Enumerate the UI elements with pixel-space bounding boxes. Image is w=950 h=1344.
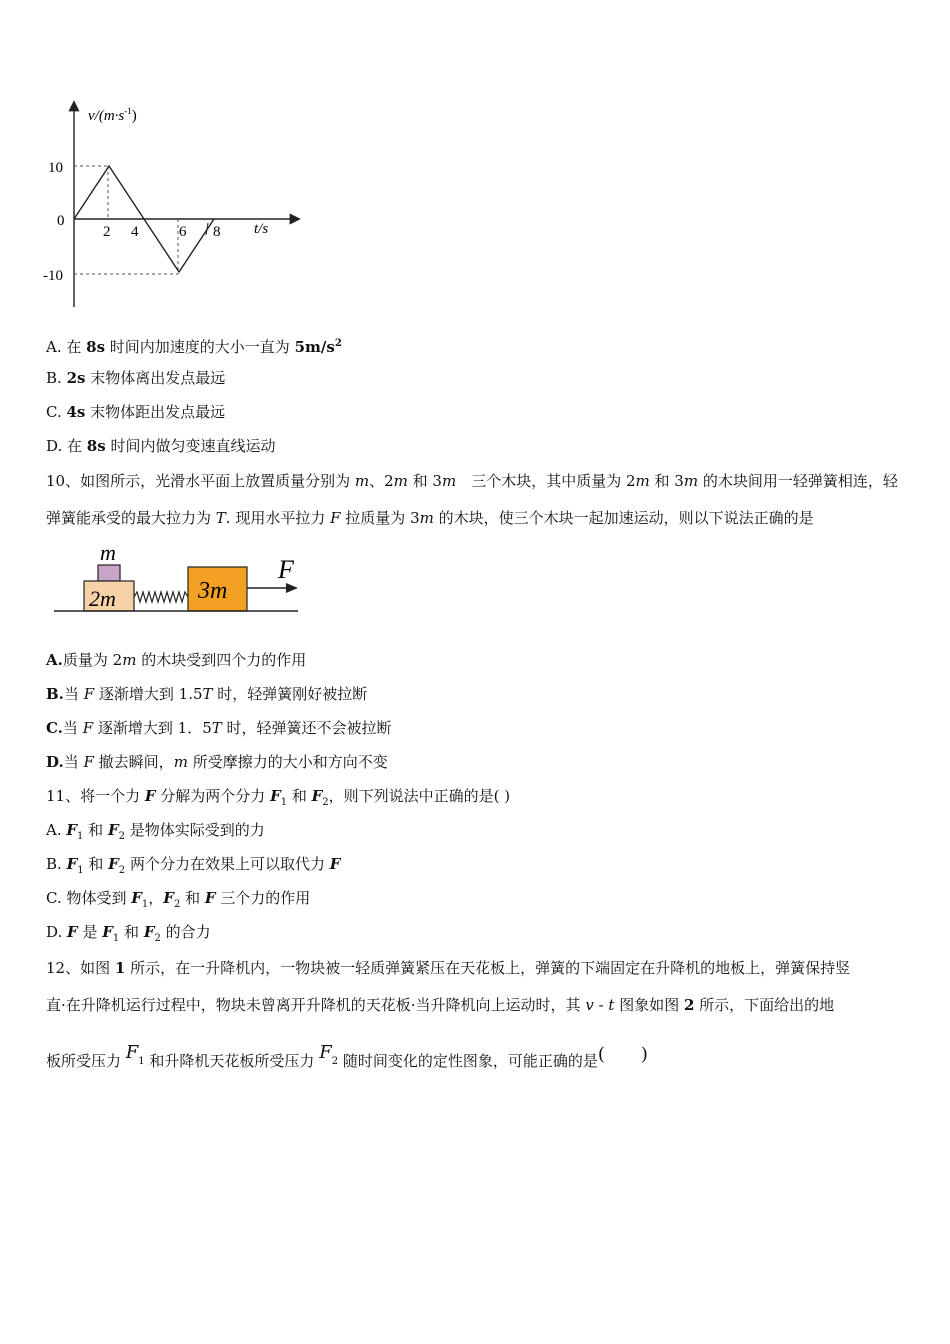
label-m: m: [100, 540, 116, 565]
option-11a: A. $F_1$ 和 $F_2$ 是物体实际受到的力: [46, 821, 265, 842]
x-tick-label: 2: [103, 224, 111, 240]
y-tick-label: 0: [57, 213, 65, 229]
option-11d: D. F 是 $F_1$ 和 $F_2$ 的合力: [46, 923, 211, 944]
option-11c: C. 物体受到 $F_1$，$F_2$ 和 F 三个力的作用: [46, 889, 311, 910]
question-11-stem: 11、将一个力 F 分解为两个分力 $F_1$ 和 $F_2$，则下列说法中正确的是( ): [46, 787, 511, 808]
label-2m: 2m: [89, 586, 116, 611]
option-10a: A.质量为 2m 的木块受到四个力的作用: [46, 651, 307, 669]
y-tick-label: -10: [43, 268, 63, 284]
x-tick-label: 4: [131, 224, 139, 240]
question-10-stem-line2: 弹簧能承受的最大拉力为 T. 现用水平拉力 F 拉质量为 3m 的木块，使三个木块一起加速运动，则以下说法正确的是: [46, 509, 814, 527]
question-12-stem: 12、如图 1 所示，在一升降机内，一物块被一轻质弹簧紧压在天花板上，弹簧的下端固定在升降机的地板上，弹簧保持竖: [46, 959, 851, 977]
question-10-stem: 10、如图所示，光滑水平面上放置质量分别为 m、2m 和 3m 三个木块，其中质量为 2m 和 3m 的木块间用一轻弹簧相连，轻: [46, 472, 898, 490]
option-9d: D. 在 8s 时间内做匀变速直线运动: [46, 437, 276, 455]
option-10b: B.当 F 逐渐增大到 1.5T 时，轻弹簧刚好被拉断: [46, 685, 368, 703]
force-arrowhead: [286, 583, 298, 593]
option-9b: B. 2s 末物体离出发点最远: [46, 369, 226, 387]
y-axis-label: $v/(m\cdot s^{-1})$: [88, 106, 137, 124]
spring: [134, 592, 188, 602]
velocity-time-graph: [40, 95, 310, 310]
x-tick-label: 8: [213, 224, 221, 240]
blocks-spring-diagram: [50, 540, 310, 618]
question-12-stem-line3: 板所受压力 $F_1$ 和升降机天花板所受压力 $F_2$ 随时间变化的定性图象，可能正确的是( ): [46, 1042, 648, 1070]
option-10c: C.当 F 逐渐增大到 1．5T 时，轻弹簧还不会被拉断: [46, 719, 392, 737]
label-F: F: [278, 555, 294, 584]
block-m: [98, 565, 120, 581]
label-3m: 3m: [198, 578, 228, 604]
option-10d: D.当 F 撤去瞬间，m 所受摩擦力的大小和方向不变: [46, 753, 388, 771]
y-tick-label: 10: [48, 160, 63, 176]
option-9c: C. 4s 末物体距出发点最远: [46, 403, 226, 421]
option-11b: B. $F_1$ 和 $F_2$ 两个分力在效果上可以取代力 F: [46, 855, 341, 876]
x-tick-label: 6: [179, 224, 187, 240]
x-axis-label: t/s: [254, 221, 269, 237]
option-9a: A. 在 8s 时间内加速度的大小一直为 $5m/s^2$: [46, 338, 342, 356]
question-12-stem-line2: 直·在升降机运行过程中，物块未曾离开升降机的天花板·当升降机向上运动时，其 v - t 图象如图 2 所示，下面给出的地: [46, 996, 835, 1014]
